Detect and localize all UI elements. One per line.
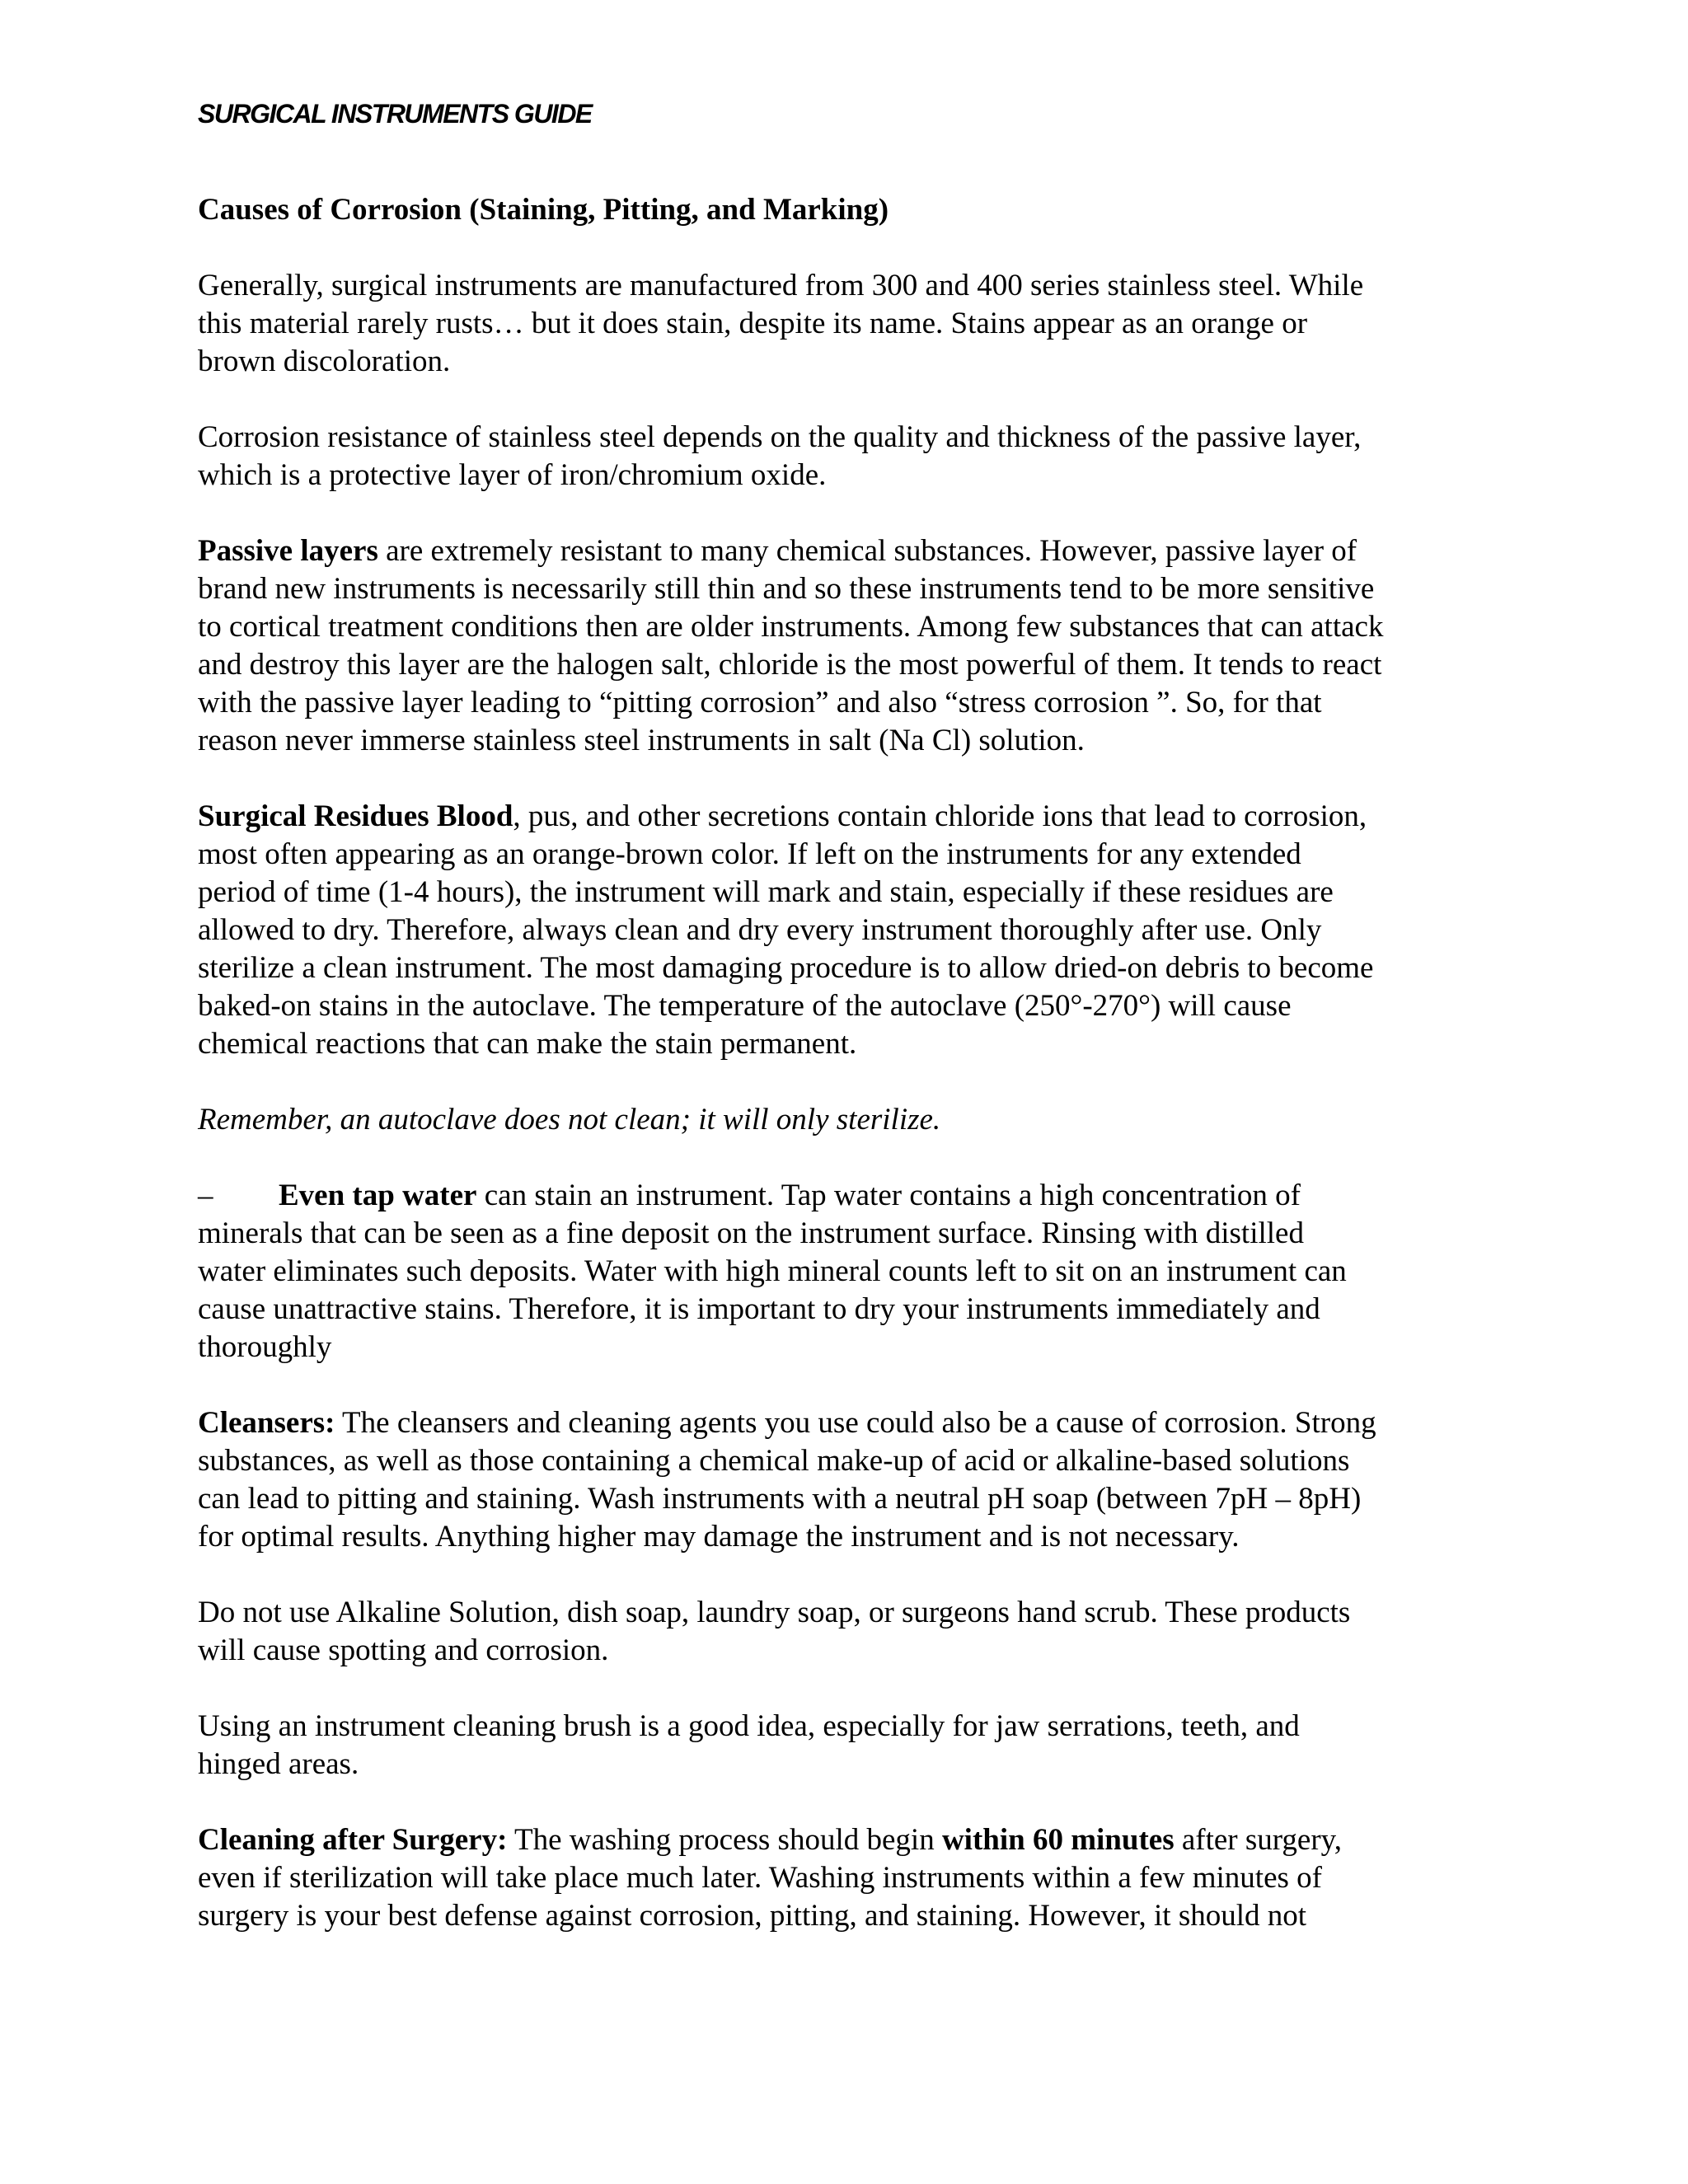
text-line: baked-on stains in the autoclave. The temperature of the autoclave (250°-270°) will cause bbox=[198, 989, 1292, 1023]
text-line: which is a protective layer of iron/chromium oxide. bbox=[198, 458, 827, 492]
paragraph-cleaning-brush bbox=[198, 1708, 1508, 1783]
text-fragment: are extremely resistant to many chemical substances. However, passive layer of bbox=[377, 534, 1357, 568]
paragraph-intro bbox=[198, 267, 1508, 381]
text-fragment: can stain an instrument. Tap water contains a high concentration of bbox=[476, 1179, 1301, 1212]
time-limit-emphasis: within 60 minutes bbox=[941, 1823, 1175, 1857]
text-line: cause unattractive stains. Therefore, it is important to dry your instruments immediately and bbox=[198, 1292, 1320, 1326]
autoclave-note: Remember, an autoclave does not clean; it will only sterilize. bbox=[198, 1103, 941, 1137]
paragraph-remember-note bbox=[198, 1101, 1508, 1139]
paragraph-cleansers bbox=[198, 1404, 1508, 1556]
text-line bbox=[198, 1404, 1508, 1442]
text-line: minerals that can be seen as a fine deposit on the instrument surface. Rinsing with distilled bbox=[198, 1216, 1304, 1250]
paragraph-resistance bbox=[198, 419, 1508, 494]
text-line: sterilize a clean instrument. The most damaging procedure is to allow dried-on debris to become bbox=[198, 951, 1374, 985]
text-line: Corrosion resistance of stainless steel depends on the quality and thickness of the passive layer, bbox=[198, 420, 1362, 454]
text-line: reason never immerse stainless steel instruments in salt (Na Cl) solution. bbox=[198, 724, 1085, 757]
section-heading bbox=[198, 191, 1508, 229]
list-dash: – bbox=[198, 1179, 213, 1212]
cleansers-term: Cleansers: bbox=[198, 1406, 335, 1440]
text-line: period of time (1-4 hours), the instrument will mark and stain, especially if these residues are bbox=[198, 875, 1334, 909]
paragraph-tap-water bbox=[198, 1177, 1508, 1366]
text-line: chemical reactions that can make the stain permanent. bbox=[198, 1027, 857, 1061]
text-line: will cause spotting and corrosion. bbox=[198, 1633, 609, 1667]
text-line: Generally, surgical instruments are manufactured from 300 and 400 series stainless steel. While bbox=[198, 269, 1364, 302]
text-line: hinged areas. bbox=[198, 1747, 359, 1781]
text-line: allowed to dry. Therefore, always clean and dry every instrument thoroughly after use. Only bbox=[198, 913, 1322, 947]
passive-layers-term: Passive layers bbox=[198, 534, 378, 568]
text-line: substances, as well as those containing a chemical make-up of acid or alkaline-based solutions bbox=[198, 1444, 1350, 1478]
tap-water-term: Even tap water bbox=[279, 1179, 477, 1212]
text-line: to cortical treatment conditions then are older instruments. Among few substances that can attack bbox=[198, 610, 1384, 644]
text-line: Using an instrument cleaning brush is a good idea, especially for jaw serrations, teeth, and bbox=[198, 1709, 1300, 1743]
text-line: water eliminates such deposits. Water with high mineral counts left to sit on an instrument can bbox=[198, 1254, 1347, 1288]
text-line: can lead to pitting and staining. Wash instruments with a neutral pH soap (between 7pH – 8pH) bbox=[198, 1482, 1362, 1516]
text-line: even if sterilization will take place much later. Washing instruments within a few minutes of bbox=[198, 1861, 1322, 1895]
paragraph-cleaning-after-surgery bbox=[198, 1821, 1508, 1935]
text-line: surgery is your best defense against corrosion, pitting, and staining. However, it should not bbox=[198, 1899, 1307, 1933]
text-line bbox=[198, 1821, 1508, 1859]
text-line: brown discoloration. bbox=[198, 344, 451, 378]
text-line bbox=[198, 798, 1508, 836]
text-fragment: The cleansers and cleaning agents you use could also be a cause of corrosion. Strong bbox=[335, 1406, 1376, 1440]
text-line: and destroy this layer are the halogen salt, chloride is the most powerful of them. It tends to react bbox=[198, 648, 1382, 682]
text-line: most often appearing as an orange-brown color. If left on the instruments for any extended bbox=[198, 837, 1301, 871]
text-fragment: , pus, and other secretions contain chloride ions that lead to corrosion, bbox=[513, 799, 1367, 833]
text-line: for optimal results. Anything higher may damage the instrument and is not necessary. bbox=[198, 1520, 1240, 1554]
text-fragment: after surgery, bbox=[1174, 1823, 1343, 1857]
text-line bbox=[198, 1177, 1508, 1215]
running-header: SURGICAL INSTRUMENTS GUIDE bbox=[198, 99, 592, 129]
text-line bbox=[198, 532, 1508, 570]
text-line: Do not use Alkaline Solution, dish soap, laundry soap, or surgeons hand scrub. These products bbox=[198, 1596, 1351, 1629]
text-line: brand new instruments is necessarily still thin and so these instruments tend to be more sensitive bbox=[198, 572, 1375, 606]
cleaning-after-surgery-term: Cleaning after Surgery: bbox=[198, 1823, 508, 1857]
paragraph-do-not-use bbox=[198, 1594, 1508, 1670]
text-fragment: The washing process should begin bbox=[507, 1823, 942, 1857]
section-title: Causes of Corrosion (Staining, Pitting, and Marking) bbox=[198, 193, 889, 227]
paragraph-passive-layers bbox=[198, 532, 1508, 760]
surgical-residues-term: Surgical Residues Blood bbox=[198, 799, 513, 833]
document-body bbox=[198, 191, 1508, 1973]
text-line: with the passive layer leading to “pitting corrosion” and also “stress corrosion ”. So, for that bbox=[198, 686, 1322, 719]
text-line: thoroughly bbox=[198, 1330, 332, 1364]
text-line: this material rarely rusts… but it does stain, despite its name. Stains appear as an orange or bbox=[198, 307, 1308, 340]
paragraph-surgical-residues bbox=[198, 798, 1508, 1063]
